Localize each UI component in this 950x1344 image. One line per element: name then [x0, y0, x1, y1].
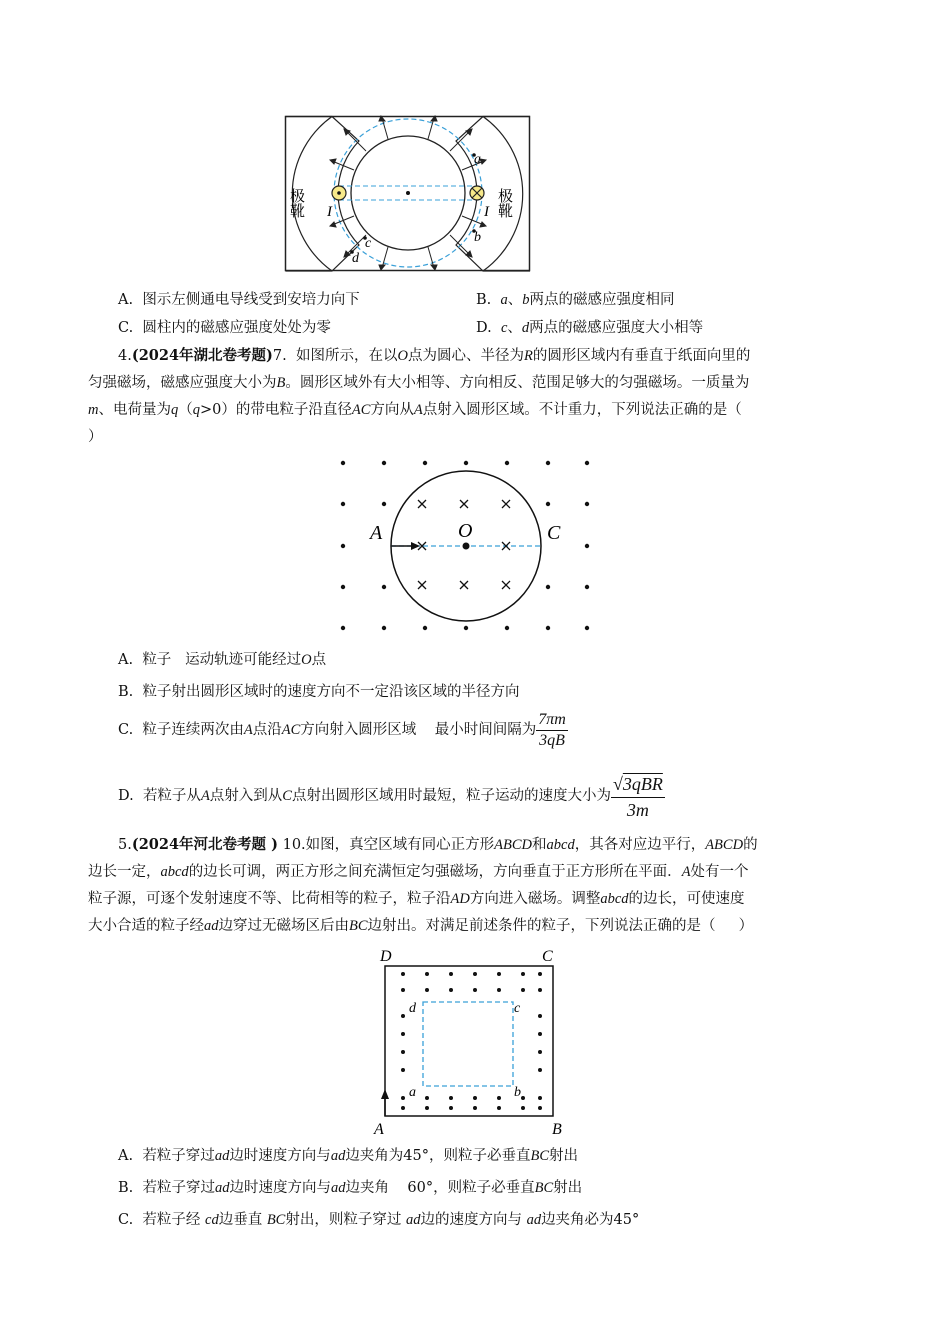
symbol-ad: ad: [330, 1148, 346, 1164]
option-text: 若粒子从: [142, 788, 201, 804]
stem-text: 和: [532, 837, 547, 853]
label-a: A: [370, 522, 383, 544]
stem-text: 匀强磁场，磁感应强度大小为: [88, 375, 277, 391]
stem-text: 大小合适的粒子经: [88, 918, 204, 934]
pole-label-left: 极靴: [288, 188, 304, 218]
option-text: 边夹角: [345, 1180, 389, 1196]
point-b: b: [522, 292, 530, 308]
original-number: 7.: [272, 348, 287, 364]
symbol-bc: BC: [349, 918, 368, 934]
option-text: 边的速度方向与: [420, 1212, 522, 1228]
symbol-m: m: [88, 402, 99, 418]
symbol-o: O: [301, 652, 312, 668]
option-text: 点: [311, 652, 327, 668]
q3-option-c[interactable]: [118, 318, 331, 338]
symbol-abcd-small: abcd: [546, 837, 575, 853]
symbol-a: A: [681, 864, 691, 880]
option-text: 图示左侧通电导线受到安培力向下: [142, 292, 360, 308]
label-c: C: [547, 522, 561, 544]
symbol-abcd-small: abcd: [600, 891, 629, 907]
question-source: (2024年湖北卷考题): [131, 347, 273, 364]
stem-text: 。圆形区域外有大小相等、方向相反、范围足够大的匀强磁场。一质量为: [285, 375, 750, 391]
field-dot: [401, 1068, 405, 1072]
option-letter: A.: [118, 1148, 134, 1164]
label-inner-a: a: [409, 1085, 416, 1100]
field-dot: [497, 1096, 501, 1100]
symbol-bc: BC: [534, 1180, 554, 1196]
question-source: (2024年河北卷考题 ): [131, 836, 278, 853]
field-dot: [449, 1096, 453, 1100]
field-dot: [449, 1106, 453, 1110]
label-outer-c: C: [542, 948, 553, 965]
stem-text: 边长一定，: [88, 864, 161, 880]
symbol-bc: BC: [266, 1212, 286, 1228]
stem-text: ）: [738, 918, 754, 934]
stem-text: 方向进入磁场。调整: [469, 891, 601, 907]
symbol-ad: ad: [526, 1212, 542, 1228]
q5-option-c[interactable]: [118, 1210, 639, 1230]
symbol-ad: ad: [214, 1180, 230, 1196]
symbol-bc: BC: [530, 1148, 550, 1164]
option-text: 点沿: [252, 722, 282, 738]
point-a: a: [500, 292, 508, 308]
label-outer-d: D: [380, 948, 392, 965]
field-dot: [473, 1106, 477, 1110]
stem-text: 的边长可调，两正方形之间充满恒定匀强磁场，方向垂直于正方形所在平面．: [188, 864, 682, 880]
q3-option-d[interactable]: [476, 318, 703, 338]
fraction-sqrt3qbr-3m: [611, 771, 665, 822]
field-dot: [538, 988, 542, 992]
fraction-numerator: 3qBR: [622, 773, 663, 794]
field-dot: [497, 988, 501, 992]
field-dot: [538, 1050, 542, 1054]
field-dot: [521, 1096, 525, 1100]
label-b: b: [474, 230, 481, 245]
label-outer-b: B: [552, 1121, 562, 1136]
original-number: 10.: [282, 837, 306, 853]
label-o: O: [458, 520, 473, 542]
field-dot: [401, 1106, 405, 1110]
option-text: 若粒子穿过: [142, 1148, 215, 1164]
fraction-numerator: 7πm: [536, 710, 568, 731]
field-dot: [401, 1096, 405, 1100]
option-text: 边时速度方向与: [229, 1180, 331, 1196]
stem-text: 点射入圆形区域。不计重力，下列说法正确的是（: [422, 402, 742, 418]
option-text: 若粒子穿过: [142, 1180, 215, 1196]
symbol-ac: AC: [351, 402, 371, 418]
stem-text: ，其各对应边平行，: [574, 837, 706, 853]
option-letter: B.: [118, 1180, 134, 1196]
option-text: 两点的磁感应强度相同: [529, 292, 675, 308]
option-letter: A.: [118, 292, 134, 308]
label-current-left: I: [327, 204, 332, 220]
field-dot: [473, 1096, 477, 1100]
option-letter: A.: [118, 652, 134, 668]
field-dot: [497, 972, 501, 976]
option-text: 若粒子经: [142, 1212, 201, 1228]
q3-option-a[interactable]: [118, 290, 360, 310]
point-c: c: [500, 320, 508, 336]
symbol-abcd: ABCD: [705, 837, 744, 853]
field-dot: [538, 1096, 542, 1100]
stem-text: 的边长，可使速度: [628, 891, 745, 907]
symbol-ad: ad: [214, 1148, 230, 1164]
option-letter: B.: [118, 684, 134, 700]
label-c: c: [365, 236, 372, 251]
stem-text: 点为圆心、半径为: [407, 348, 524, 364]
symbol-r: R: [523, 348, 533, 364]
symbol-ad-small: ad: [204, 918, 219, 934]
option-text: 两点的磁感应强度大小相等: [529, 320, 704, 336]
symbol-o: O: [397, 348, 408, 364]
field-dot: [521, 1106, 525, 1110]
field-dot: [401, 1050, 405, 1054]
field-dot: [538, 1032, 542, 1036]
option-letter: D.: [118, 788, 134, 804]
field-dot: [425, 988, 429, 992]
symbol-a: A: [243, 722, 253, 738]
option-text: 运动轨迹可能经过: [185, 652, 302, 668]
q4-option-a[interactable]: [118, 650, 326, 670]
fraction-7pim-3qb: [536, 710, 568, 751]
field-dot: [473, 988, 477, 992]
option-text: 粒子射出圆形区域时的速度方向不一定沿该区域的半径方向: [142, 684, 520, 700]
label-inner-b: b: [514, 1085, 521, 1100]
field-dot: [473, 972, 477, 976]
label-inner-d: d: [409, 1001, 416, 1016]
question-number: 4.: [118, 348, 132, 364]
stem-text: 边射出。对满足前述条件的粒子，下列说法正确的是（: [367, 918, 716, 934]
field-dot: [538, 1106, 542, 1110]
option-letter: B.: [476, 292, 492, 308]
symbol-ad: ad: [405, 1212, 421, 1228]
label-a: a: [474, 152, 481, 167]
symbol-ac: AC: [281, 722, 301, 738]
q5-stem: [88, 831, 858, 940]
concentric-squares-figure: [372, 944, 568, 1136]
sqrt-icon: √: [612, 773, 623, 794]
separator: 、: [507, 292, 523, 308]
option-text: 最小时间间隔为: [434, 722, 537, 738]
option-text: 粒子连续两次由: [142, 722, 244, 738]
point-d: d: [521, 320, 530, 336]
field-dot: [401, 1032, 405, 1036]
field-dot: [497, 1106, 501, 1110]
fraction-denominator: 3qB: [539, 731, 565, 749]
stem-text: 的圆形区域内有垂直于纸面向里的: [532, 348, 751, 364]
option-letter: D.: [476, 320, 492, 336]
stem-text: 如图所示，在以: [295, 348, 398, 364]
right-pole-shoe: [456, 117, 530, 272]
symbol-cd: cd: [205, 1212, 219, 1228]
option-text: 射出，则粒子穿过: [285, 1212, 402, 1228]
option-text: 边垂直: [218, 1212, 263, 1228]
stem-text: 的: [743, 837, 758, 853]
symbol-ad: AD: [450, 891, 470, 907]
option-letter: C.: [118, 722, 134, 738]
option-letter: C.: [118, 1212, 134, 1228]
option-text: 点射出圆形区域用时最短，粒子运动的速度大小为: [291, 788, 611, 804]
stem-text: 如图，真空区域有同心正方形: [305, 837, 495, 853]
label-inner-c: c: [514, 1001, 521, 1016]
field-dot: [425, 1096, 429, 1100]
option-text: 边时速度方向与: [229, 1148, 331, 1164]
option-text: 射出: [549, 1148, 579, 1164]
option-letter: C.: [118, 320, 134, 336]
q4-stem: [88, 342, 858, 451]
field-dot: [401, 988, 405, 992]
stem-text: 、电荷量为: [98, 402, 171, 418]
field-dot: [521, 988, 525, 992]
fraction-denominator: 3m: [626, 799, 649, 820]
circular-field-figure: [330, 452, 600, 638]
option-text: 粒子: [142, 652, 172, 668]
option-text: 边夹角为45°，则粒子必垂直: [345, 1148, 531, 1164]
center-o: [463, 543, 470, 550]
field-dot: [538, 972, 542, 976]
pole-label-right: 极靴: [496, 188, 512, 218]
stem-text: >0）的带电粒子沿直径: [199, 402, 352, 418]
symbol-q: q: [170, 402, 179, 418]
pole-shoe-figure: [284, 115, 532, 273]
symbol-b: B: [276, 375, 286, 391]
stem-text: 粒子源，可逐个发射速度不等、比荷相等的粒子，粒子沿: [88, 891, 451, 907]
field-dot: [401, 1014, 405, 1018]
stem-text: 边穿过无磁场区后由: [218, 918, 349, 934]
field-dot: [425, 972, 429, 976]
option-text: 60°，则粒子必垂直: [407, 1180, 535, 1196]
option-text: 点射入到从: [209, 788, 283, 804]
separator: 、: [507, 320, 522, 336]
symbol-c: C: [282, 788, 292, 804]
q4-option-c[interactable]: [118, 708, 568, 752]
symbol-ad: ad: [330, 1180, 346, 1196]
stem-text: ）: [88, 429, 103, 445]
option-text: 方向射入圆形区域: [300, 722, 417, 738]
field-dot: [449, 972, 453, 976]
symbol-a: A: [413, 402, 423, 418]
stem-text: 处有一个: [690, 864, 749, 880]
option-text: 圆柱内的磁感应强度处处为零: [142, 320, 331, 336]
q5-option-b[interactable]: [118, 1178, 582, 1198]
stem-text: 方向从: [370, 402, 414, 418]
symbol-abcd-small: abcd: [160, 864, 189, 880]
symbol-abcd: ABCD: [494, 837, 533, 853]
inner-square-abcd: [423, 1002, 513, 1086]
field-dot: [521, 972, 525, 976]
field-dot: [538, 1068, 542, 1072]
stem-text: （: [178, 402, 193, 418]
label-current-right: I: [484, 204, 489, 220]
option-text: 射出: [553, 1180, 583, 1196]
symbol-a: A: [200, 788, 210, 804]
q5-option-a[interactable]: [118, 1146, 578, 1166]
field-dot: [538, 1014, 542, 1018]
question-number: 5.: [118, 837, 132, 853]
q4-option-d[interactable]: [118, 768, 665, 824]
field-dot: [449, 988, 453, 992]
label-d: d: [352, 251, 359, 266]
label-outer-a: A: [374, 1121, 384, 1136]
field-dot: [401, 972, 405, 976]
q4-option-b[interactable]: [118, 682, 519, 702]
q3-option-b[interactable]: [476, 290, 674, 310]
symbol-q: q: [192, 402, 200, 418]
field-dot: [425, 1106, 429, 1110]
option-text: 边夹角必为45°: [541, 1212, 640, 1228]
